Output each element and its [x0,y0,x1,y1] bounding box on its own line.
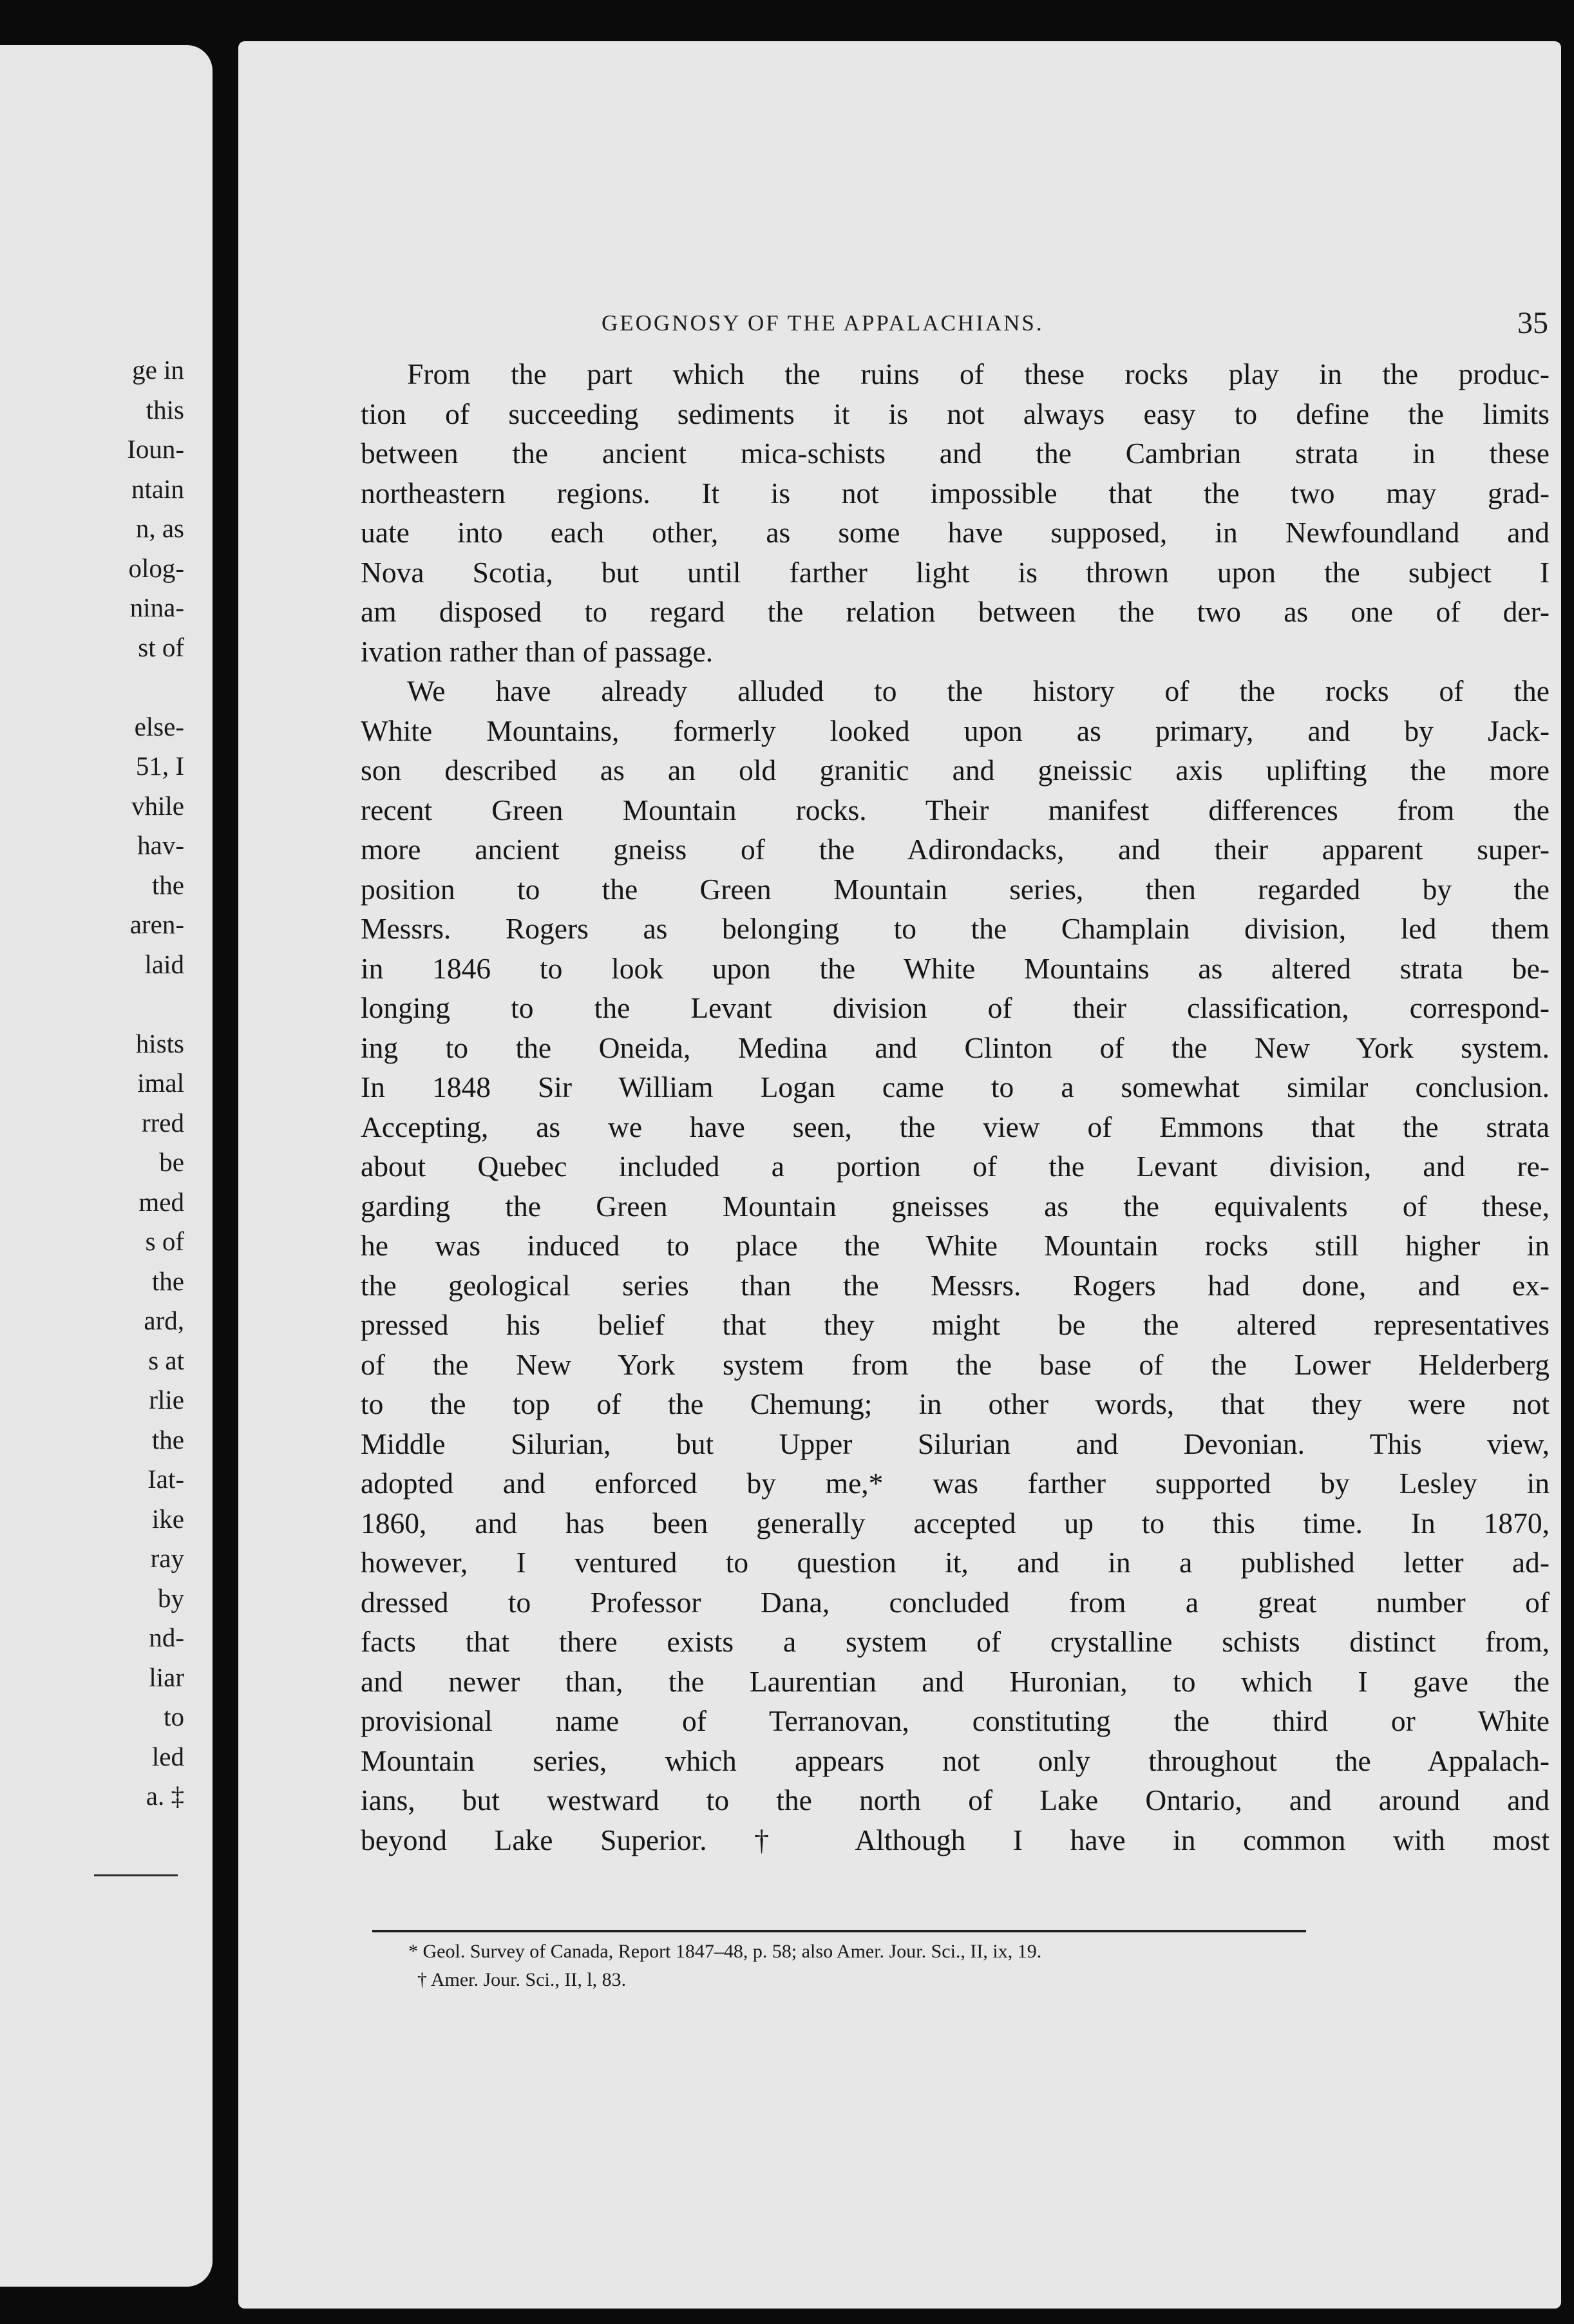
facing-page-line: else- [134,711,184,741]
facing-page-line: the [151,1266,184,1296]
facing-page-line: ard, [144,1306,184,1335]
body-line: pressed his belief that they might be the altered representatives [361,1308,1550,1341]
body-line: Mountain series, which appears not only throughout the Appalach- [361,1744,1550,1777]
body-line: northeastern regions. It is not impossible that the two may grad- [361,476,1550,510]
running-head [602,305,1548,350]
facing-page-line: led [151,1741,184,1771]
facing-page-line: nina- [129,593,184,622]
facing-page-line: ntain [131,473,184,504]
body-line: however, I ventured to question it, and in a published letter ad- [361,1546,1550,1579]
body-line: Messrs. Rogers as belonging to the Champlain division, led them [361,912,1550,945]
body-line: Nova Scotia, but until farther light is thrown upon the subject I [361,555,1550,589]
facing-page-line: hav- [137,830,184,860]
body-line: the geological series than the Messrs. Rogers had done, and ex- [361,1268,1550,1302]
facing-page-line: laid [144,949,184,979]
body-line: in 1846 to look upon the White Mountains as altered strata be- [361,951,1550,985]
facing-page-line: rlie [149,1385,184,1414]
facing-page-line: med [138,1186,184,1217]
facing-page-line: liar [149,1662,184,1692]
body-line: From the part which the ruins of these rocks play in the produc- [407,357,1550,390]
body-line: uate into each other, as some have supposed, in Newfoundland and [361,516,1550,549]
body-line: White Mountains, formerly looked upon as primary, and by Jack- [361,714,1550,747]
body-line: 1860, and has been generally accepted up to this time. In 1870, [361,1506,1550,1539]
facing-page [0,45,213,2287]
facing-page-text-fragments [127,350,184,1816]
body-line: ing to the Oneida, Medina and Clinton of the New York system. [361,1031,1550,1064]
body-line: ians, but westward to the north of Lake Ontario, and around and [361,1784,1550,1816]
facing-page-line: ray [150,1543,184,1573]
facing-page-line: s of [145,1226,184,1256]
facing-page-line: a. ‡ [146,1781,184,1811]
footnote: † Amer. Jour. Sci., II, l, 83. [417,1969,627,1990]
body-line: dressed to Professor Dana, concluded from a great number of [361,1585,1550,1619]
footnote: * Geol. Survey of Canada, Report 1847–48, p. 58; also Amer. Jour. Sci., II, ix, 19. [408,1941,1042,1962]
body-line: facts that there exists a system of crystalline schists distinct from, [361,1625,1550,1658]
body-line: adopted and enforced by me,* was farther supported by Lesley in [361,1467,1550,1500]
body-line: and newer than, the Laurentian and Huronian, to which I gave the [361,1664,1550,1698]
facing-page-blank-line [127,667,184,707]
body-line: of the New York system from the base of the Lower Helderberg [361,1348,1550,1381]
facing-page-line: nd- [149,1623,184,1652]
footnotes [386,1938,1041,1994]
facing-page-line: hists [135,1028,184,1058]
facing-page-line: 51, I [135,751,184,781]
facing-page-footnote-rule [94,1874,178,1876]
body-text [361,354,1550,1860]
facing-page-line: st of [138,632,184,662]
body-line: he was induced to place the White Mountain rocks still higher in [361,1229,1550,1262]
body-line: recent Green Mountain rocks. Their manifest differences from the [361,793,1550,826]
body-line: beyond Lake Superior. † Although I have in common with most [361,1823,1550,1856]
body-line: We have already alluded to the history of the rocks of the [407,674,1550,707]
facing-page-line: rred [141,1107,184,1138]
body-line: tion of succeeding sediments it is not always easy to define the limits [361,397,1550,430]
facing-page-line: to [164,1702,184,1731]
body-line: garding the Green Mountain gneisses as the equivalents of these, [361,1189,1550,1223]
facing-page-line: ike [151,1503,184,1534]
body-line: am disposed to regard the relation between the two as one of der- [361,595,1550,628]
facing-page-line: by [158,1583,184,1613]
facing-page-line: the [151,870,184,900]
body-line: longing to the Levant division of their classification, correspond- [361,991,1550,1024]
running-title: GEOGNOSY OF THE APPALACHIANS. [602,310,1044,336]
body-line: In 1848 Sir William Logan came to a somewhat similar conclusion. [361,1071,1550,1103]
facing-page-line: Ioun- [127,434,184,464]
facing-page-line: n, as [135,513,184,543]
body-line: to the top of the Chemung; in other words, that they were not [361,1387,1550,1420]
facing-page-line: vhile [131,790,184,821]
body-line: ivation rather than of passage. [361,634,714,668]
body-line: more ancient gneiss of the Adirondacks, and their apparent super- [361,833,1550,866]
body-line: between the ancient mica-schists and the Cambrian strata in these [361,437,1550,470]
body-line: about Quebec included a portion of the Levant division, and re- [361,1150,1550,1183]
body-line: Middle Silurian, but Upper Silurian and Devonian. This view, [361,1427,1550,1460]
facing-page-line: aren- [129,910,184,939]
facing-page-line: olog- [128,553,184,583]
facing-page-blank-line [127,984,184,1024]
body-line: position to the Green Mountain series, then regarded by the [361,872,1550,906]
facing-page-line: this [146,394,184,424]
body-line: provisional name of Terranovan, constituting the third or White [361,1704,1550,1737]
facing-page-line: the [151,1424,184,1454]
facing-page-line: imal [137,1068,184,1098]
body-line: son described as an old granitic and gneissic axis uplifting the more [361,754,1550,786]
book-page [238,41,1561,2309]
footnote-rule [372,1930,1306,1932]
facing-page-line: Iat- [147,1464,184,1494]
body-line: Accepting, as we have seen, the view of Emmons that the strata [361,1110,1550,1143]
facing-page-line: ge in [132,355,184,385]
facing-page-line: s at [148,1345,184,1375]
page-number: 35 [1517,306,1548,340]
facing-page-line: be [159,1147,184,1177]
